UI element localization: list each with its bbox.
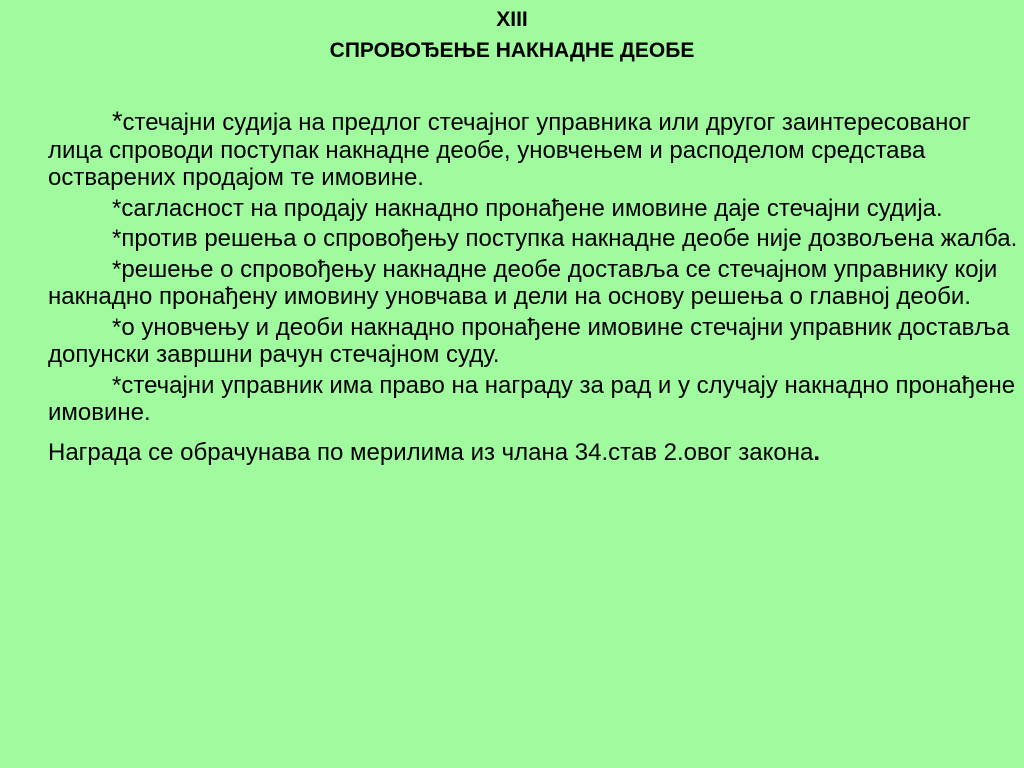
bullet-marker: * (112, 194, 122, 222)
slide-title: СПРОВОЂЕЊЕ НАКНАДНЕ ДЕОБЕ (329, 39, 695, 62)
list-item-text: стечајни управник има право на награду за рад и у случају накнадно пронађене имовине. (48, 371, 1016, 426)
list-item-text: сагласност на продају накнадно пронађене имовине даје стечајни судија. (121, 194, 943, 222)
slide-header (0, 4, 1024, 66)
list-item (48, 225, 1018, 253)
closing-text: Награда се обрачунава по мерилима из члана 34.став 2.овог закона (48, 438, 814, 466)
closing-paragraph (48, 439, 1018, 467)
list-item (48, 256, 1018, 311)
list-item-text: решење о спровођењу накнадне деобе доставља се стечајном управнику који накнадно пронађену имовину уновчава и дели на основу решења о главној деоби. (48, 255, 998, 310)
list-item-text: о уновчењу и деоби накнадно пронађене имовине стечајни управник доставља допунски завршни рачун стечајном суду. (48, 313, 1010, 368)
list-item-text: против решења о спровођењу поступка накнадне деобе није дозвољена жалба. (121, 225, 1018, 252)
list-item (48, 314, 1018, 369)
list-item (48, 195, 1018, 223)
bullet-marker: * (112, 255, 122, 283)
list-item (48, 372, 1018, 427)
closing-end-mark: . (813, 438, 820, 466)
bullet-marker: * (112, 106, 123, 136)
list-item-text: стечајни судија на предлог стечајног управника или другог заинтересованог лица спроводи поступак накнадне деобе, уновчењем и расподелом средстава остварених продајом те имовине. (48, 109, 971, 191)
section-number: XIII (496, 8, 528, 31)
slide-body (48, 102, 1018, 469)
list-item (48, 102, 1018, 192)
bullet-marker: * (112, 225, 122, 252)
bullet-marker: * (112, 371, 122, 399)
bullet-marker: * (112, 313, 122, 341)
